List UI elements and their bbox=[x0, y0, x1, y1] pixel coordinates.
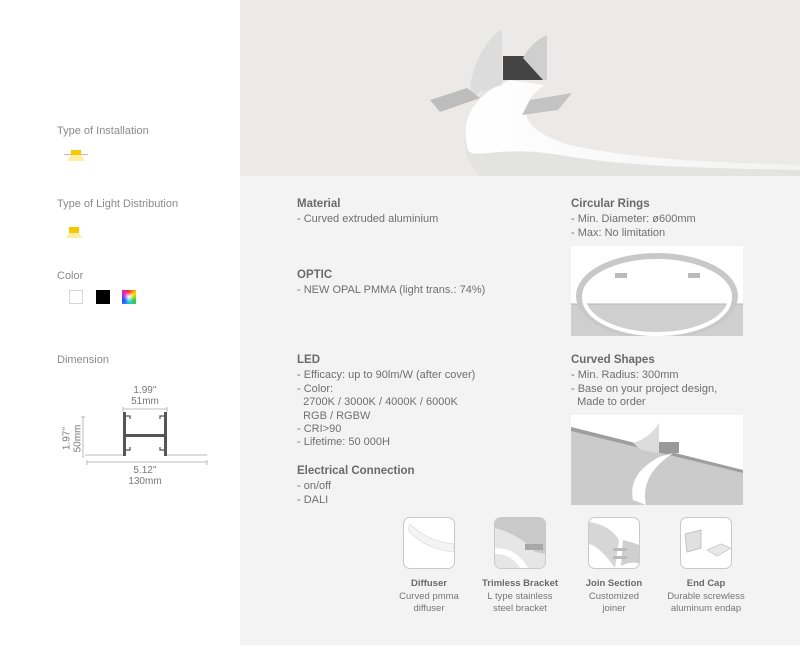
led-line: - Lifetime: 50 000H bbox=[297, 436, 390, 449]
color-swatch-rgb[interactable] bbox=[122, 290, 136, 304]
rings-title: Circular Rings bbox=[571, 198, 650, 210]
led-line: RGB / RGBW bbox=[297, 409, 371, 422]
curved-title: Curved Shapes bbox=[571, 354, 655, 366]
led-section bbox=[297, 354, 475, 450]
curved-shape-image bbox=[571, 415, 743, 505]
accessory-title: Join Section bbox=[585, 578, 643, 589]
height-inches: 1.97'' bbox=[61, 426, 73, 451]
curved-profile-render-icon bbox=[240, 0, 800, 176]
endcap-thumbnail bbox=[680, 517, 732, 569]
electrical-line: - on/off bbox=[297, 480, 332, 493]
diffuser-thumbnail bbox=[403, 517, 455, 569]
led-line: 2700K / 3000K / 4000K / 6000K bbox=[297, 396, 458, 409]
electrical-line: - DALI bbox=[297, 493, 329, 506]
optic-line: - NEW OPAL PMMA (light trans.: 74%) bbox=[297, 284, 486, 297]
distribution-label: Type of Light Distribution bbox=[57, 198, 179, 210]
accessory-end-cap[interactable] bbox=[661, 517, 751, 615]
installation-label: Type of Installation bbox=[57, 125, 149, 137]
curved-line: - Base on your project design, bbox=[571, 382, 718, 395]
product-detail-panel bbox=[240, 0, 800, 645]
accessory-desc: L type stainless bbox=[487, 591, 553, 602]
downlight-distribution-icon bbox=[66, 226, 82, 238]
electrical-title: Electrical Connection bbox=[297, 465, 415, 477]
accessory-desc: aluminum endap bbox=[670, 603, 742, 614]
joiner-thumbnail bbox=[588, 517, 640, 569]
total-inches: 5.12'' bbox=[133, 465, 157, 476]
accessory-desc: Durable screwless bbox=[667, 591, 745, 602]
width-inches: 1.99'' bbox=[133, 385, 157, 396]
rings-line: - Min. Diameter: ø600mm bbox=[571, 213, 696, 226]
material-title: Material bbox=[297, 198, 341, 210]
color-swatch-white[interactable] bbox=[69, 290, 83, 304]
accessory-trimless-bracket[interactable] bbox=[475, 517, 565, 615]
led-line: - Efficacy: up to 90lm/W (after cover) bbox=[297, 369, 476, 382]
led-line: - Color: bbox=[297, 382, 334, 395]
accessory-title: Diffuser bbox=[411, 578, 447, 589]
spec-sidebar bbox=[0, 0, 240, 647]
bracket-thumbnail bbox=[494, 517, 546, 569]
color-swatch-black[interactable] bbox=[96, 290, 110, 304]
height-mm: 50mm bbox=[72, 424, 84, 453]
circular-ring-image bbox=[571, 246, 743, 336]
recessed-installation-icon bbox=[64, 149, 88, 161]
rings-line: - Max: No limitation bbox=[571, 226, 666, 239]
accessory-desc: diffuser bbox=[413, 603, 445, 614]
total-mm: 130mm bbox=[128, 476, 162, 487]
color-label: Color bbox=[57, 270, 84, 282]
accessory-diffuser[interactable] bbox=[384, 517, 474, 615]
curved-line: Made to order bbox=[571, 396, 646, 409]
curved-section bbox=[571, 354, 717, 410]
dimension-drawing bbox=[55, 378, 215, 493]
dimension-label: Dimension bbox=[57, 354, 109, 366]
optic-section bbox=[297, 269, 485, 298]
accessory-desc: Customized bbox=[588, 591, 640, 602]
led-title: LED bbox=[297, 354, 320, 366]
accessory-title: End Cap bbox=[686, 578, 726, 589]
hero-product-image bbox=[240, 0, 800, 176]
accessory-join-section[interactable] bbox=[569, 517, 659, 615]
width-mm: 51mm bbox=[131, 396, 159, 407]
material-line: - Curved extruded aluminium bbox=[297, 213, 439, 226]
electrical-section bbox=[297, 465, 415, 507]
optic-title: OPTIC bbox=[297, 269, 333, 281]
curved-line: - Min. Radius: 300mm bbox=[571, 369, 679, 382]
accessory-desc: Curved pmma bbox=[399, 591, 459, 602]
rings-section bbox=[571, 198, 696, 240]
accessory-title: Trimless Bracket bbox=[481, 578, 559, 589]
accessory-desc: joiner bbox=[602, 603, 626, 614]
material-section bbox=[297, 198, 438, 227]
led-line: - CRI>90 bbox=[297, 423, 342, 436]
accessory-desc: steel bracket bbox=[493, 603, 547, 614]
